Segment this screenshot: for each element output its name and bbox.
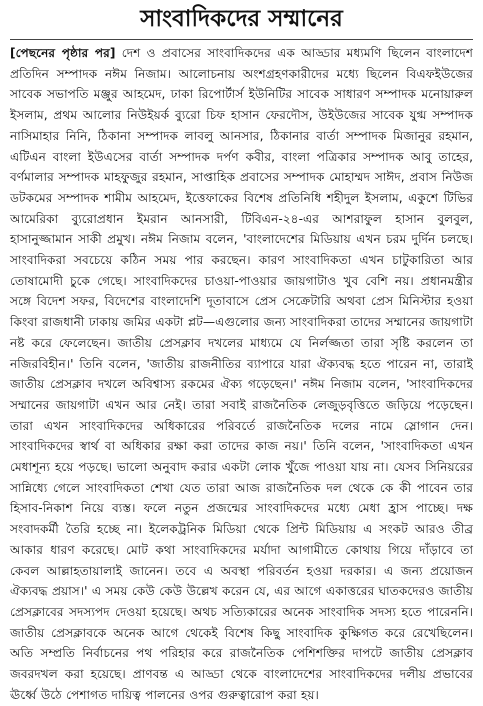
article-text: দেশ ও প্রবাসের সাংবাদিকদের এক আড্ডার মধ্যমণি ছিলেন বাংলাদেশ প্রতিদিন সম্পাদক নঈম নিজাম। আলোচনায় অংশগ্রহণকারীদের মধ্যে ছিলেন বিএফইউজের সাবেক সভাপতি মঞ্জুর আহমেদ, ঢাকা রিপোর্টার্স ইউনিটির সাবেক সাধারণ সম্পাদক মনোয়ারুল ইসলাম, প্রথম আলোর নিউইয়র্ক ব্যুরো চিফ হাসান ফেরদৌস, উইউজের সাবেক যুগ্ম সম্পাদক নাসিমাহার নিনি, ঠিকানা সম্পাদক লাবলু আনসার, ঠিকানার বার্তা সম্পাদক মিজানুর রহমান, এটিএন বাংলা ইউএসের বার্তা সম্পাদক দর্পণ কবীর, বাংলা পত্রিকার সম্পাদক আবু তাহের, বর্ণমালার সম্পাদক মাহফুজুর রহমান, সাপ্তাহিক প্রবাসের সম্পাদক মোহাম্মদ সাঈদ, প্রবাস নিউজ ডটকমের সম্পাদক শামীম আহমেদ, ইত্তেফাকের বিশেষ প্রতিনিধি শহীদুল ইসলাম, একুশে টিভির আমেরিকা ব্যুরোপ্রধান ইমরান আনসারী, টিবিএন-২৪-এর আশরাফুল হাসান বুলবুল, হাসানুজ্জামান সাকী প্রমুখ। নঈম নিজাম বলেন, 'বাংলাদেশের মিডিয়ায় এখন চরম দুর্দিন চলছে। সাংবাদিকরা সবচেয়ে কঠিন সময় পার করছেন। কারণ সাংবাদিকতা এখন চাটুকারিতা আর তোষামোদী চুকে গেছে। সাংবাদিকদের চাওয়া-পাওয়ার জায়গাটাও খুব বেশি নয়। প্রধানমন্ত্রীর সঙ্গে বিদেশ সফর, বিদেশের বাংলাদেশি দূতাবাসে প্রেস সেক্রেটারি অথবা প্রেস মিনিস্টার হওয়া কিংবা রাজধানী ঢাকায় জমির একটা প্লট—এগুলোর জন্য সাংবাদিকরা তাদের সম্মানের জায়গাটা নষ্ট করে ফেলেছেন। জাতীয় প্রেসক্লাব দখলের মাধ্যমে যে নির্লজ্জতা তারা সৃষ্টি করলেন তা নজিরবিহীন।' তিনি বলেন, 'জাতীয় রাজনীতির ব্যাপারে যারা ঐক্যবদ্ধ হতে পারেন না, তারাই জাতীয় প্রেসক্লাব দখলে অবিশ্বাস্য রকমের ঐক্য গড়েছেন।' নঈম নিজাম বলেন, 'সাংবাদিকদের সম্মানের জায়গাটা এখন আর নেই। তারা সবাই রাজনৈতিক লেজুড়বৃত্তিতে জড়িয়ে পড়েছেন। তারা এখন সাংবাদিকদের অধিকারের পরিবর্তে রাজনৈতিক দলের নামে স্লোগান দেন। সাংবাদিকদের স্বার্থ বা অধিকার রক্ষা করা তাদের কাজ নয়।' তিনি বলেন, 'সাংবাদিকতা এখন মেধাশূন্য হয়ে পড়ছে। ভালো অনুবাদ করার একটা লোক খুঁজে পাওয়া যায় না। যেসব সিনিয়রের সান্নিধ্যে গেলে সাংবাদিকতা শেখা যেত তারা আজ রাজনৈতিক দল থেকে কে কী পাবেন তার হিসাব-নিকাশ নিয়ে ব্যস্ত। ফলে নতুন প্রজন্মের সাংবাদিকদের মধ্যে মেধা হ্রাস পাচ্ছে। দক্ষ সংবাদকর্মী তৈরি হচ্ছে না। ইলেকট্রনিক মিডিয়া থেকে প্রিন্ট মিডিয়ায় এ সংকট আরও তীব্র আকার ধারণ করেছে। মোট কথা সাংবাদিকদের মর্যাদা আগামীতে কোথায় গিয়ে দাঁড়াবে তা কেবল আল্লাহতায়ালাই জানেন। তবে এ অবস্থা পরিবর্তন হওয়া দরকার। এ জন্য প্রয়োজন ঐক্যবদ্ধ প্রয়াস।' এ সময় কেউ কেউ উল্লেখ করেন যে, এর আগে একাত্তরের ঘাতকদেরও জাতীয় প্রেসক্লাবের সদস্যপদ দেওয়া হয়েছে। অথচ সত্যিকারের অনেক সাংবাদিক সদস্য হতে পারেননি। জাতীয় প্রেসক্লাবকে অনেক আগে থেকেই বিশেষ কিছু সাংবাদিক কুক্ষিগত করে রেখেছিলেন। অতি সম্প্রতি নির্বাচনের পথ পরিহার করে রাজনৈতিক পেশিশক্তির দাপটে জাতীয় প্রেসক্লাব জবরদখল করা হয়েছে। প্রাণবন্ত এ আড্ডা থেকে বাংলাদেশের সাংবাদিকদের দলীয় প্রভাবের ঊর্ধ্বে উঠে পেশাগত দায়িত্ব পালনের ওপর গুরুত্বারোপ করা হয়। bbox=[10, 46, 473, 702]
article-body bbox=[10, 43, 473, 706]
headline: সাংবাদিকদের সম্মানের bbox=[140, 6, 343, 32]
continuation-label: [পেছনের পৃষ্ঠার পর] bbox=[10, 46, 116, 60]
headline-divider bbox=[10, 39, 473, 40]
article-paragraph bbox=[10, 43, 473, 706]
